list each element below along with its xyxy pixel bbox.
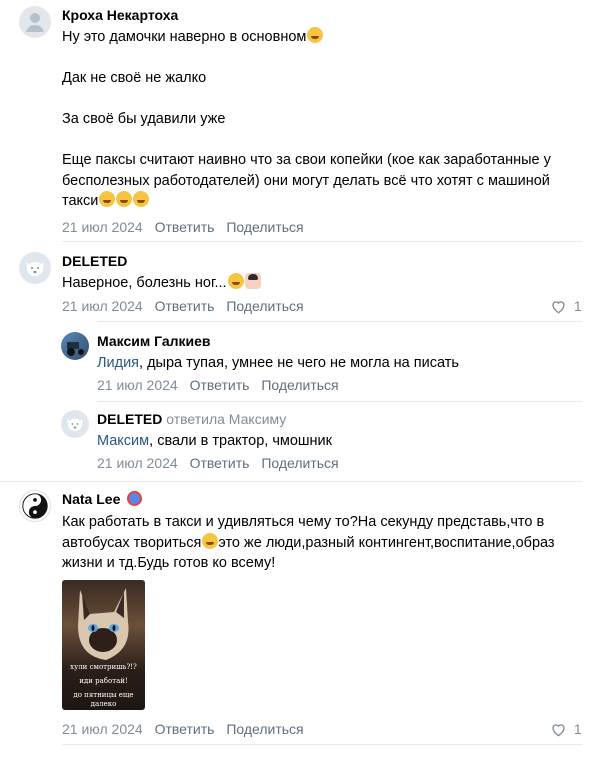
reply-comment xyxy=(0,322,603,402)
comment-paragraph: , свали в трактор, чмошник xyxy=(149,433,332,449)
comment-meta xyxy=(62,218,312,236)
deleted-user-dog-icon xyxy=(61,410,89,438)
comment-text xyxy=(62,27,592,212)
avatar[interactable] xyxy=(61,410,89,438)
like-count: 1 xyxy=(573,721,582,737)
comment-paragraph: Наверное, болезнь ног... xyxy=(62,275,227,291)
like-button[interactable] xyxy=(550,297,582,315)
avatar[interactable] xyxy=(19,6,51,38)
reply-button[interactable]: Ответить xyxy=(154,298,215,314)
comment-author-line xyxy=(97,410,286,428)
like-button[interactable] xyxy=(550,720,582,738)
photo-caption: иди работай! xyxy=(79,677,128,685)
woman-emoji-icon xyxy=(245,273,261,289)
comment-text xyxy=(97,431,587,452)
photo-caption: до пятницы еще далеко xyxy=(73,691,134,708)
reply-button[interactable]: Ответить xyxy=(154,721,215,737)
comment-paragraph: Ну это дамочки наверно в основном xyxy=(62,29,307,45)
reply-comment xyxy=(0,402,603,482)
comment-meta xyxy=(62,297,312,315)
like-count: 1 xyxy=(573,298,582,314)
comment-author-line xyxy=(62,490,142,508)
mention-link[interactable]: Максим xyxy=(97,433,150,449)
comment-author[interactable]: Максим Галкиев xyxy=(97,333,211,349)
reply-to-label[interactable]: ответила Максиму xyxy=(166,411,287,427)
share-button[interactable]: Поделиться xyxy=(226,721,304,737)
comment xyxy=(0,242,603,322)
laughing-emoji-icon xyxy=(307,27,323,43)
comment-meta xyxy=(62,720,312,738)
attached-photo[interactable] xyxy=(62,580,145,710)
user-placeholder-icon xyxy=(19,6,51,38)
avatar[interactable] xyxy=(19,490,51,522)
yin-yang-icon xyxy=(20,491,50,521)
comment-paragraph: Как работать в такси и удивляться чему то?На секунду представь,что в автобусах твориться xyxy=(62,514,545,551)
laughing-emoji-icon xyxy=(116,191,132,207)
heart-icon xyxy=(550,299,567,314)
laughing-emoji-icon xyxy=(133,191,149,207)
comment-date[interactable]: 21 июл 2024 xyxy=(62,298,143,314)
smiling-emoji-icon xyxy=(202,533,218,549)
comment-text xyxy=(97,353,587,374)
comment-paragraph: это же люди,разный контингент,воспитание,образ жизни и тд.Будь готов ко всему! xyxy=(62,534,555,571)
heart-icon xyxy=(550,722,567,737)
comment-author[interactable]: DELETED xyxy=(97,411,163,427)
comment xyxy=(0,0,603,242)
laughing-emoji-icon xyxy=(99,191,115,207)
grimacing-emoji-icon xyxy=(228,273,244,289)
comment-paragraph: Дак не своё не жалко xyxy=(62,70,207,86)
comment-meta xyxy=(97,454,347,472)
photo-caption: хули смотришь?!? xyxy=(70,663,137,671)
comment-meta xyxy=(97,376,347,394)
separator xyxy=(62,744,582,745)
comment-date[interactable]: 21 июл 2024 xyxy=(97,377,178,393)
reply-button[interactable]: Ответить xyxy=(189,377,250,393)
share-button[interactable]: Поделиться xyxy=(261,455,339,471)
deleted-user-dog-icon xyxy=(19,252,51,284)
reply-button[interactable]: Ответить xyxy=(154,219,215,235)
reply-button[interactable]: Ответить xyxy=(189,455,250,471)
comment-author[interactable]: Nata Lee xyxy=(62,491,121,507)
share-button[interactable]: Поделиться xyxy=(261,377,339,393)
share-button[interactable]: Поделиться xyxy=(226,298,304,314)
comment-text xyxy=(62,273,562,294)
comment-author[interactable]: DELETED xyxy=(62,253,128,269)
comment-paragraph: Еще паксы считают наивно что за свои копейки (кое как заработанные у бесполезных работодателей) они могут делать всё что хотят с машиной такси xyxy=(62,152,551,209)
astronaut-emoji-icon xyxy=(127,491,142,506)
comment-text xyxy=(62,512,587,574)
tractor-photo-icon xyxy=(61,332,89,360)
avatar[interactable] xyxy=(61,332,89,360)
mention-link[interactable]: Лидия xyxy=(97,355,140,371)
comment-date[interactable]: 21 июл 2024 xyxy=(97,455,178,471)
avatar[interactable] xyxy=(19,252,51,284)
comment-paragraph: , дыра тупая, умнее не чего не могла на писать xyxy=(139,355,459,371)
comment-author[interactable]: Кроха Некартоха xyxy=(62,7,179,23)
comment-paragraph: За своё бы удавили уже xyxy=(62,111,226,127)
comment-date[interactable]: 21 июл 2024 xyxy=(62,219,143,235)
comment-date[interactable]: 21 июл 2024 xyxy=(62,721,143,737)
share-button[interactable]: Поделиться xyxy=(226,219,304,235)
